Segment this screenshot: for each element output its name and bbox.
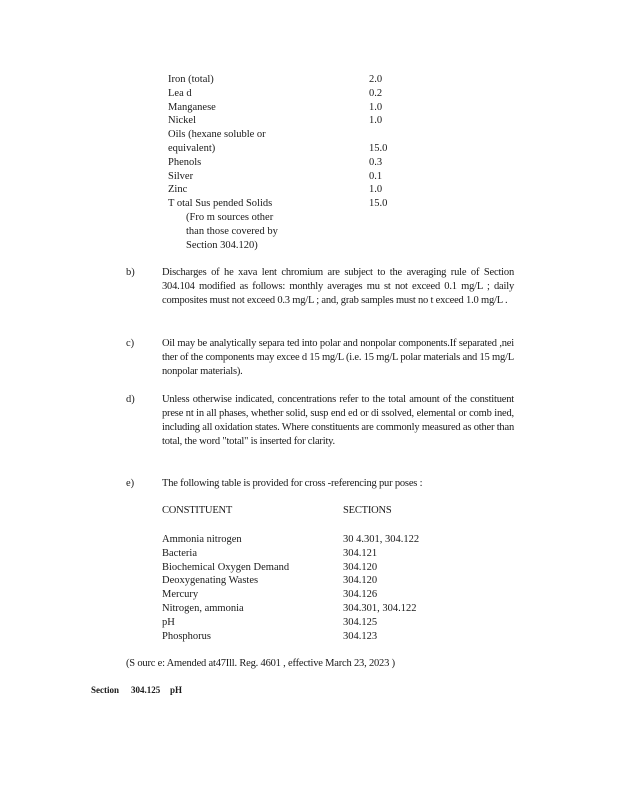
constituent-name: Section 304.120): [186, 239, 258, 251]
paragraph-b-text: Discharges of he xava lent chromium are subject to the averaging rule of Section 304.104 modified as follows: monthly averages mu st not exceed 0.1 mg/L ; daily composites must not exceed 0.3 mg/L ; and, grab samples must no t exceed 1.0 mg/L .: [162, 267, 514, 306]
paragraph-e-label: e): [126, 478, 135, 489]
paragraph-d-label: d): [126, 394, 135, 405]
sections-cell: 304.120: [343, 561, 378, 573]
sections-cell: 304.301, 304.122: [343, 602, 417, 614]
limit-value: 0.1: [369, 170, 383, 182]
limit-value: 15.0: [369, 198, 388, 210]
table-row: [162, 588, 462, 602]
footer-section-number: 304.125: [131, 685, 161, 695]
constituent-cell: Biochemical Oxygen Demand: [162, 561, 290, 573]
effluent-limits-table: [168, 73, 398, 252]
limit-value: 1.0: [369, 184, 383, 196]
limit-value: 1.0: [369, 115, 383, 127]
constituent-name: Oils (hexane soluble or: [168, 129, 266, 141]
sections-cell: 304.120: [343, 575, 378, 587]
table-row: [168, 211, 398, 225]
sections-cell: 304.126: [343, 589, 378, 601]
sections-cell: 304.125: [343, 616, 378, 628]
constituent-cell: Deoxygenating Wastes: [162, 575, 259, 587]
table-row: [162, 616, 462, 630]
table-row: [168, 114, 398, 128]
table-row: [168, 73, 398, 87]
table-row: [168, 128, 398, 142]
constituent-cell: Bacteria: [162, 547, 197, 559]
paragraph-d-text: Unless otherwise indicated, concentrations refer to the total amount of the constituent prese nt in all phases, whether solid, susp end ed or di ssolved, elemental or comb ined, including all oxidation states. Where constituents are commonly measured as other than total, the word "total" is inserted for clarity.: [162, 394, 514, 447]
sections-column-header: SECTIONS: [343, 505, 392, 516]
sections-cell: 30 4.301, 304.122: [343, 534, 420, 545]
table-row: [162, 574, 462, 588]
source-note: (S ourc e: Amended at47Ill. Reg. 4601 , effective March 23, 2023 ): [126, 658, 395, 669]
constituent-cell: Mercury: [162, 589, 199, 601]
paragraph-e-text: The following table is provided for cross -referencing pur poses :: [162, 478, 423, 489]
table-row: [162, 561, 462, 575]
constituent-name: Silver: [168, 170, 194, 182]
table-row: [168, 239, 398, 253]
constituent-column-header: CONSTITUENT: [162, 505, 233, 516]
table-row: [168, 225, 398, 239]
table-row: [162, 630, 462, 644]
limit-value: 0.2: [369, 87, 383, 99]
table-row: [168, 197, 398, 211]
limit-value: 15.0: [369, 142, 388, 154]
table-row: [168, 170, 398, 184]
constituent-name: than those covered by: [186, 225, 278, 237]
table-row: [168, 156, 398, 170]
table-row: [168, 101, 398, 115]
limit-value: 2.0: [369, 74, 383, 85]
paragraph-b-label: b): [126, 267, 135, 278]
constituent-cell: Ammonia nitrogen: [162, 534, 242, 545]
sections-cell: 304.121: [343, 547, 378, 559]
footer-section-word: Section: [91, 685, 119, 695]
table-row: [168, 183, 398, 197]
footer-section-title: pH: [170, 685, 183, 695]
constituent-name: equivalent): [168, 142, 216, 154]
limit-value: 0.3: [369, 156, 383, 168]
constituent-name: Lea d: [168, 87, 192, 99]
cross-reference-table: [162, 533, 462, 643]
table-row: [162, 602, 462, 616]
table-row: [162, 547, 462, 561]
sections-cell: 304.123: [343, 630, 378, 642]
constituent-name: Nickel: [168, 115, 196, 127]
limit-value: 1.0: [369, 101, 383, 113]
table-row: [162, 533, 462, 547]
paragraph-c-text: Oil may be analytically separa ted into polar and nonpolar components.If separated ,nei ther of the components may excee d 15 mg/L (i.e. 15 mg/L polar materials and 15 mg/L nonpolar materials).: [162, 338, 514, 377]
constituent-name: T otal Sus pended Solids: [168, 198, 273, 210]
constituent-name: Manganese: [168, 101, 216, 113]
constituent-name: Zinc: [168, 184, 188, 196]
constituent-name: (Fro m sources other: [186, 211, 274, 223]
constituent-cell: Phosphorus: [162, 630, 212, 642]
constituent-name: Iron (total): [168, 74, 214, 85]
constituent-name: Phenols: [168, 156, 202, 168]
constituent-cell: pH: [162, 616, 175, 628]
constituent-cell: Nitrogen, ammonia: [162, 602, 244, 614]
table-row: [168, 87, 398, 101]
table-row: [168, 142, 398, 156]
paragraph-c-label: c): [126, 338, 135, 349]
